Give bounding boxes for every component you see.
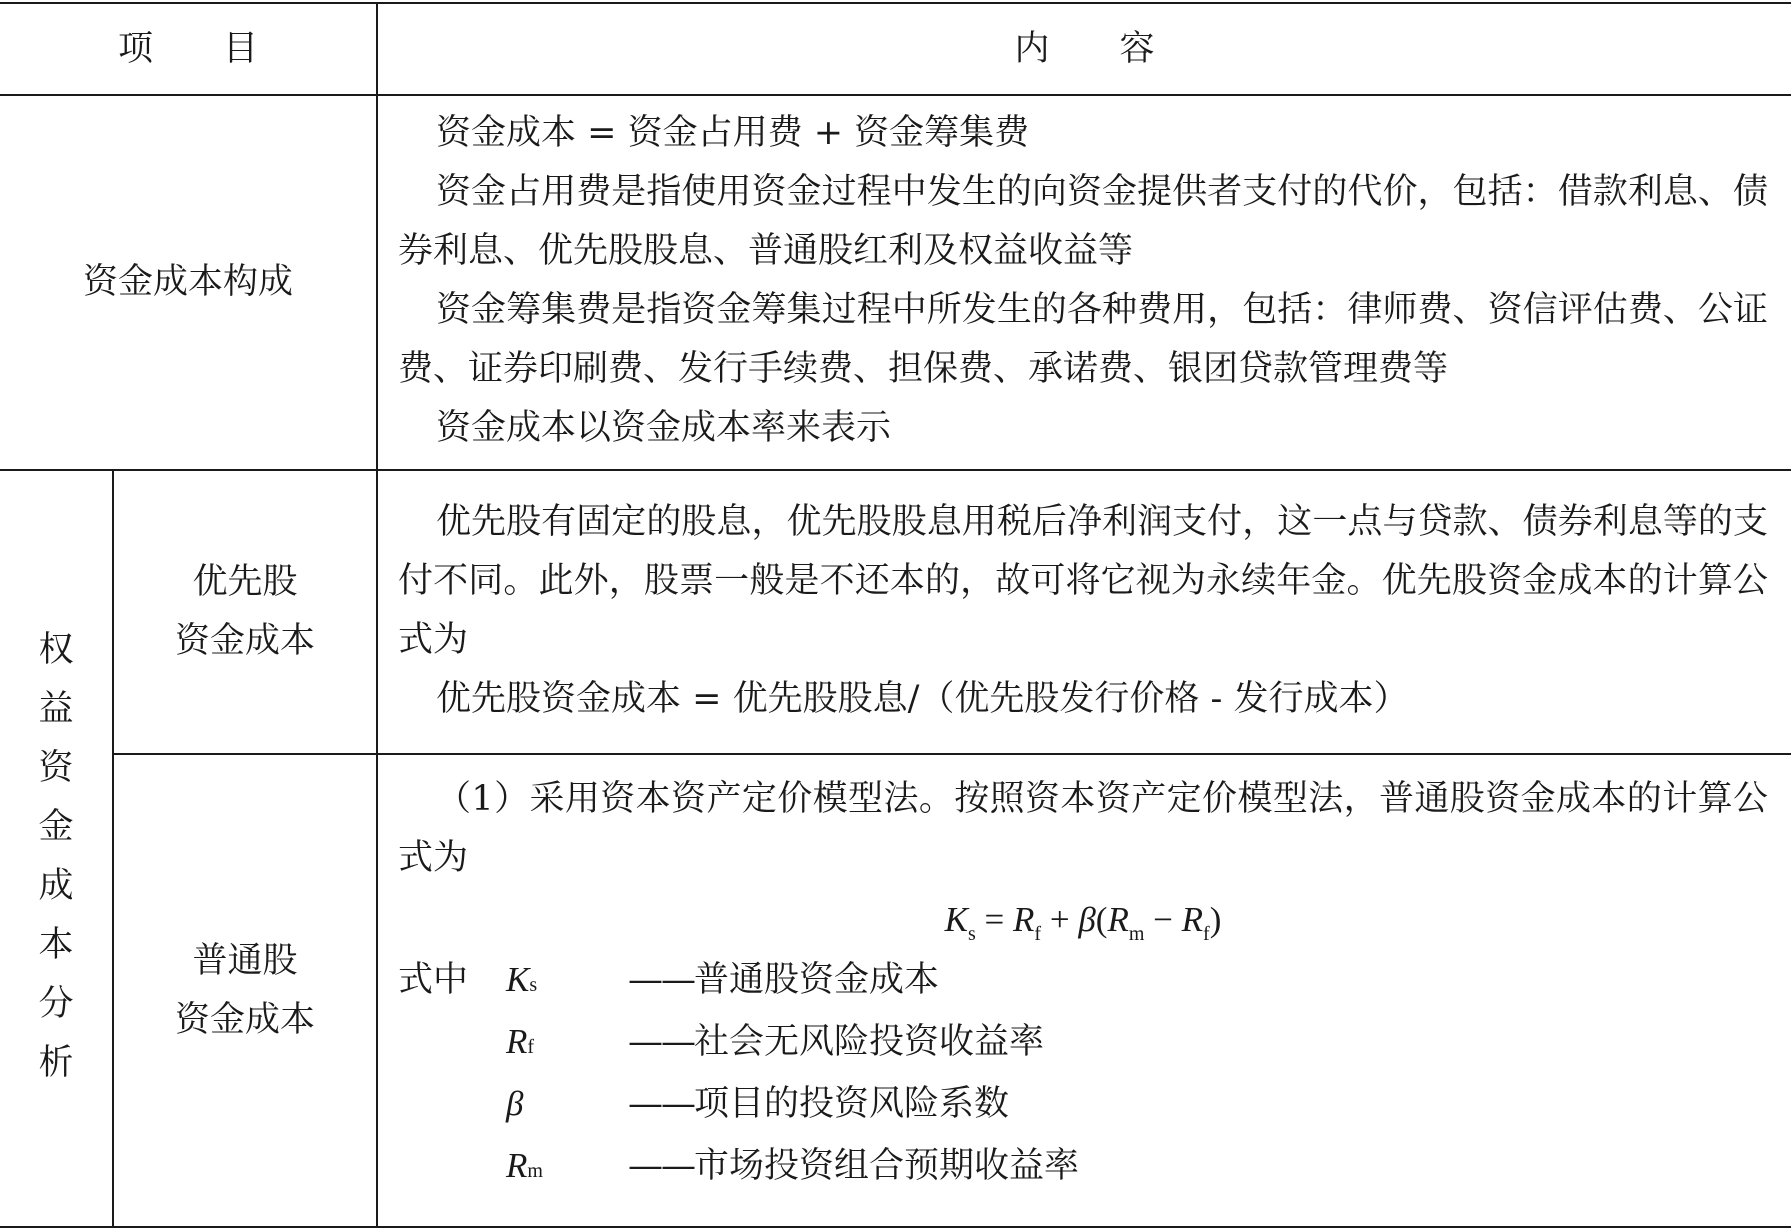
definition-symbol-sub: s — [529, 974, 538, 996]
preferred-formula-text: 优先股资金成本 = 优先股股息/（优先股发行价格 - 发行成本） — [436, 679, 1409, 719]
formula-rf: R — [1013, 900, 1035, 939]
definition-symbol-sub: f — [527, 1036, 535, 1058]
formula-minus: − — [1144, 900, 1182, 939]
header-content-cell — [378, 4, 1791, 94]
definition-dash: —— — [628, 1084, 694, 1124]
definition-symbol — [506, 1074, 628, 1133]
definition-row — [398, 1012, 1768, 1074]
equity-label-char: 益 — [38, 688, 74, 729]
definition-symbol — [506, 1012, 628, 1077]
header-item-cell — [0, 4, 376, 94]
composition-label-cell — [0, 96, 376, 469]
formula-plus: + — [1041, 900, 1079, 939]
header-item-label: 项 目 — [117, 28, 258, 69]
common-label-line-1: 普通股 — [192, 940, 298, 981]
equity-label-char: 资 — [38, 747, 74, 788]
definition-symbol-main: R — [506, 1146, 528, 1185]
definition-symbol — [506, 950, 628, 1015]
definition-symbol-sub: m — [527, 1160, 543, 1182]
formula-rm: R — [1107, 900, 1129, 939]
preferred-label-cell — [114, 471, 376, 753]
formula-ks-sub: s — [967, 923, 976, 945]
preferred-content-cell — [398, 493, 1768, 729]
definition-text: 项目的投资风险系数 — [694, 1084, 1010, 1124]
definition-row — [398, 950, 1768, 1012]
preferred-label-line-2: 资金成本 — [174, 621, 315, 661]
equity-label-char: 析 — [38, 1042, 74, 1083]
definition-symbol-main: R — [506, 1022, 528, 1061]
composition-content-cell — [398, 104, 1768, 458]
composition-line-1: 资金成本 = 资金占用费 + 资金筹集费 — [436, 113, 1030, 153]
equity-label-char: 分 — [38, 983, 74, 1024]
equity-label-char: 金 — [38, 806, 74, 847]
column-divider — [376, 2, 378, 1228]
formula-equals: = — [975, 900, 1014, 939]
equity-label-char: 本 — [38, 924, 74, 965]
definition-dash: —— — [628, 1146, 694, 1186]
formula-open-paren: ( — [1095, 900, 1108, 939]
composition-label: 资金成本构成 — [82, 262, 293, 302]
formula-rf2: R — [1181, 900, 1204, 939]
formula-beta: β — [1078, 900, 1096, 939]
common-content-cell — [398, 770, 1768, 1198]
definition-symbol-main: K — [506, 960, 530, 999]
table-bottom-border — [0, 1226, 1791, 1228]
formula-rf2-sub: f — [1203, 923, 1210, 945]
composition-line-2: 资金占用费是指使用资金过程中发生的向资金提供者支付的代价，包括：借款利息、债券利息、优先股股息、普通股红利及权益收益等 — [398, 172, 1768, 271]
formula-close-paren: ) — [1209, 900, 1222, 939]
definition-text: 市场投资组合预期收益率 — [694, 1146, 1080, 1186]
formula-rf-sub: f — [1034, 923, 1042, 945]
formula-rm-sub: m — [1128, 923, 1145, 945]
preferred-text: 优先股有固定的股息，优先股股息用税后净利润支付，这一点与贷款、债券利息等的支付不同。此外，股票一般是不还本的，故可将它视为永续年金。优先股资金成本的计算公式为 — [398, 502, 1768, 660]
capm-formula — [398, 890, 1768, 950]
where-label: 式中 — [398, 960, 469, 1000]
header-content-label: 内 容 — [1014, 28, 1155, 69]
preferred-label-line-1: 优先股 — [192, 562, 298, 602]
composition-line-3: 资金筹集费是指资金筹集过程中所发生的各种费用，包括：律师费、资信评估费、公证费、证券印刷费、发行手续费、担保费、承诺费、银团贷款管理费等 — [398, 290, 1768, 389]
definition-symbol — [506, 1136, 628, 1201]
definition-text: 普通股资金成本 — [694, 960, 940, 1000]
common-label-cell — [114, 755, 376, 1226]
definition-dash: —— — [628, 960, 694, 1000]
common-label-line-2: 资金成本 — [174, 999, 315, 1040]
capm-intro-text: （1）采用资本资产定价模型法。按照资本资产定价模型法，普通股资金成本的计算公式为 — [398, 779, 1768, 878]
definition-row — [398, 1074, 1768, 1136]
composition-line-4: 资金成本以资金成本率来表示 — [436, 408, 892, 448]
equity-label-char: 权 — [38, 629, 74, 670]
equity-analysis-label — [0, 471, 112, 1226]
definition-symbol-main: β — [506, 1084, 524, 1123]
equity-label-char: 成 — [38, 865, 74, 906]
definition-text: 社会无风险投资收益率 — [694, 1022, 1045, 1062]
formula-ks: K — [944, 900, 968, 939]
definition-dash: —— — [628, 1022, 694, 1062]
definition-row — [398, 1136, 1768, 1198]
